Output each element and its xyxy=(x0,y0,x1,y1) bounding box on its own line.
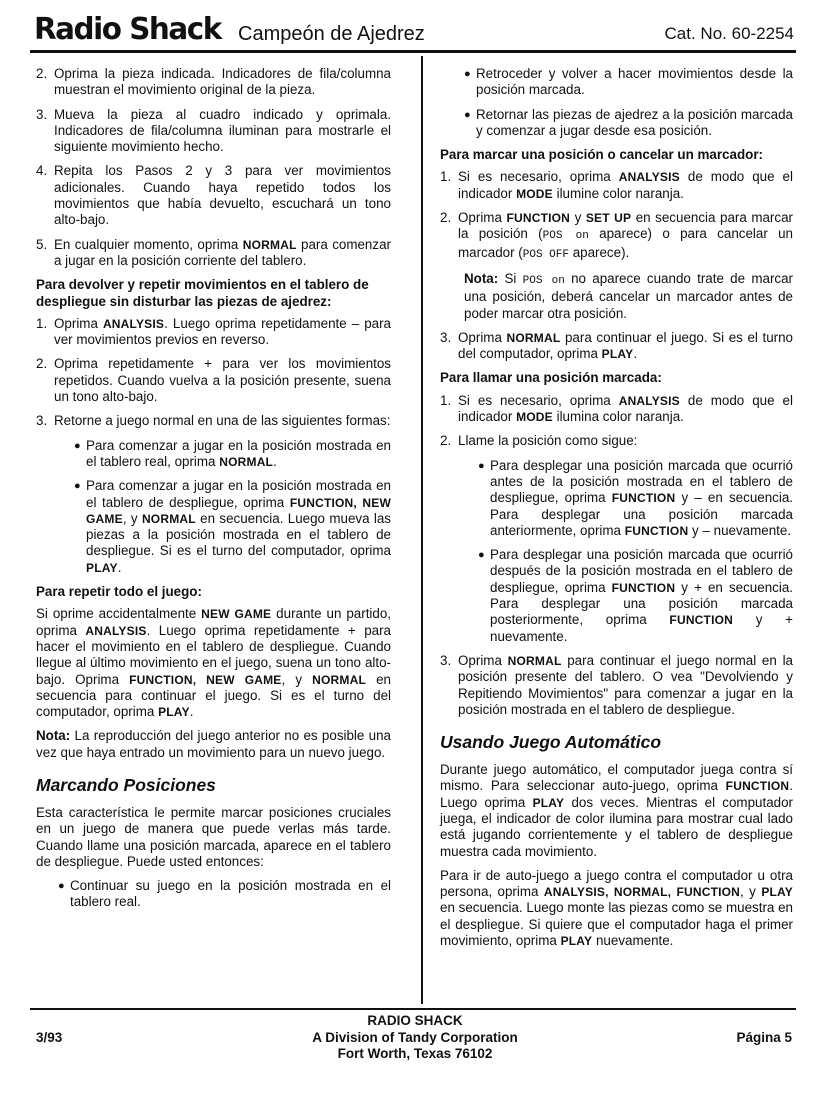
key-label: ANALYSIS xyxy=(85,623,147,638)
bullet-item: ● Continuar su juego en la posición mostrada en el tablero real. xyxy=(58,878,391,910)
left-column xyxy=(36,66,391,919)
lcd-text: POS on xyxy=(522,274,565,287)
footer-line: Fort Worth, Texas 76102 xyxy=(337,1046,493,1061)
key-label: FUNCTION, NEW GAME xyxy=(129,672,282,687)
paragraph: Durante juego automático, el computador juega contra sí mismo. Para seleccionar auto-juego, oprima FUNCTION. Luego oprima PLAY dos veces. Mientras el computador juega, el indicador de color ilumina para mostrar cual lado está jugando corrientemente y el tablero de despliegue muestra cada movimiento. xyxy=(440,762,794,859)
section-heading: Para repetir todo el juego: xyxy=(36,584,202,600)
bullet-item: ● Para comenzar a jugar en la posición mostrada en el tablero real, oprima NORMAL. xyxy=(74,437,391,469)
bullet-item: ● Para comenzar a jugar en la posición mostrada en el tablero de despliegue, oprima FUNCTION, NEW GAME, y NORMAL en secuencia. Luego mueva las piezas a la posición mostrada en el tablero de despliegue. Si es el turno del computador, oprima PLAY. xyxy=(74,478,392,575)
paragraph: Para ir de auto-juego a juego contra el computador u otra persona, oprima ANALYSIS, NORMAL, FUNCTION, y PLAY en secuencia. Luego monte las piezas como se muestra en el despliegue. Si quiere que el computador haga el primer movimiento, oprima PLAY nuevamente. xyxy=(440,867,794,949)
key-label: NORMAL xyxy=(141,511,196,526)
bullet-icon: ● xyxy=(74,439,81,452)
footer-rule xyxy=(30,1008,796,1010)
bullet-list xyxy=(440,458,793,645)
footer-line: RADIO SHACK xyxy=(367,1013,463,1028)
key-label: FUNCTION xyxy=(611,580,676,595)
key-label: FUNCTION xyxy=(506,211,571,226)
bullet-icon: ● xyxy=(74,480,81,493)
key-label: PLAY xyxy=(86,560,118,575)
key-label: ANALYSIS xyxy=(102,316,165,331)
lcd-text: POS on xyxy=(542,230,589,243)
list-item: 5. En cualquier momento, oprima NORMAL para comenzar a jugar en la posición corriente del tablero. xyxy=(36,236,391,268)
bullet-icon: ● xyxy=(464,108,471,121)
list-item: 3. Mueva la pieza al cuadro indicado y oprimala. Indicadores de fila/columna iluminan para mostrarle el siguiente movimiento hecho. xyxy=(36,106,391,155)
key-label: NORMAL xyxy=(312,672,366,687)
list-item: 3. Oprima NORMAL para continuar el juego normal en la posición presente del tablero. O vea "Devolviendo y Repitiendo Movimientos" para comenzar a jugar en la posición mostrada en el tablero de despliegue. xyxy=(440,652,793,717)
list-item: 1. Oprima ANALYSIS. Luego oprima repetidamente – para ver movimientos previos en reverso. xyxy=(36,315,391,348)
key-label: ANALYSIS, NORMAL, FUNCTION xyxy=(543,885,741,900)
key-label: ANALYSIS xyxy=(618,393,680,408)
key-label: SET UP xyxy=(585,211,632,226)
list-item: 4. Repita los Pasos 2 y 3 para ver movimientos adicionales. Cuando haya repetido todos los movimientos que había devuelto, escuchará un tono alto-bajo. xyxy=(36,163,391,228)
bullet-item: ● Para desplegar una posición marcada que ocurrió antes de la posición mostrada en el tablero de despliegue, oprima FUNCTION y – en secuencia. Para desplegar una posición marcada anteriormente, oprima FUNCTION y – nuevamente. xyxy=(478,457,793,538)
key-label: FUNCTION xyxy=(624,523,689,538)
list-item: 1. Si es necesario, oprima ANALYSIS de modo que el indicador MODE ilumine color naranja. xyxy=(440,169,793,201)
note: Nota: Si POS on no aparece cuando trate de marcar una posición, deberá cancelar un marcador antes de poder marcar otra posición. xyxy=(464,270,793,321)
key-label: ANALYSIS xyxy=(618,170,680,185)
bullet-item: ● Para desplegar una posición marcada que ocurrió después de la posición mostrada en el tablero de despliegue, oprima FUNCTION y + en secuencia. Para desplegar una posición marcada posteriormente, oprima FUNCTION y + nuevamente. xyxy=(478,547,793,644)
section-heading: Para devolver y repetir movimientos en el tablero de despliegue sin disturbar las piezas de ajedrez: xyxy=(36,277,369,309)
page-header xyxy=(34,14,794,48)
list-item: 2. Llame la posición como sigue: xyxy=(440,433,638,449)
footer-date: 3/93 xyxy=(36,1030,63,1045)
paragraph: Esta característica le permite marcar posiciones cruciales en un juego de manera que puede verlas más tarde. Cuando llame una posición marcada, aparece en el tablero de despliegue. Puede usted entonces: xyxy=(36,804,391,869)
key-label: FUNCTION, NEW GAME xyxy=(86,495,391,526)
bullet-icon: ● xyxy=(478,459,485,472)
bullet-list xyxy=(36,438,391,576)
key-label: FUNCTION xyxy=(611,491,676,506)
bullet-list xyxy=(440,66,793,139)
footer-company xyxy=(275,1013,555,1063)
bullet-item: ● Retroceder y volver a hacer movimientos desde la posición marcada. xyxy=(464,66,793,98)
right-column xyxy=(440,66,793,957)
bullet-icon: ● xyxy=(478,549,485,562)
key-label: FUNCTION xyxy=(669,613,734,628)
list-item: 2. Oprima la pieza indicada. Indicadores de fila/columna muestran el movimiento original de la pieza. xyxy=(36,66,391,98)
key-label: MODE xyxy=(516,410,553,425)
key-label: NORMAL xyxy=(242,237,297,252)
key-label: NEW GAME xyxy=(201,607,272,622)
key-label: PLAY xyxy=(761,885,794,900)
catalog-number: Cat. No. 60-2254 xyxy=(664,24,794,43)
bullet-list xyxy=(36,878,391,911)
column-divider xyxy=(421,56,423,1004)
lcd-text: POS OFF xyxy=(522,248,569,261)
key-label: PLAY xyxy=(560,934,593,949)
bullet-icon: ● xyxy=(58,880,65,893)
section-heading: Para llamar una posición marcada: xyxy=(440,370,662,386)
header-rule xyxy=(30,50,796,53)
bullet-icon: ● xyxy=(464,68,471,80)
section-heading: Para marcar una posición o cancelar un marcador: xyxy=(440,147,763,163)
list-item: 3. Oprima NORMAL para continuar el juego. Si es el turno del computador, oprima PLAY. xyxy=(440,329,793,362)
paragraph: Si oprime accidentalmente NEW GAME durante un partido, oprima ANALYSIS. Luego oprima repetidamente + para hacer el movimiento en el tablero de despliegue. Cuando llegue al último movimiento en el juego, suena un tono alto-bajo. Oprima FUNCTION, NEW GAME, y NORMAL en secuencia para continuar el juego. Si es el turno del computador, oprima PLAY. xyxy=(36,606,392,720)
key-label: PLAY xyxy=(601,347,634,362)
list-item: 3. Retorne a juego normal en una de las siguientes formas: xyxy=(36,413,391,429)
section-title: Marcando Posiciones xyxy=(36,774,216,795)
list-item: 2. Oprima repetidamente + para ver los movimientos repetidos. Cuando vuelva a la posición presente, suena un tono alto-bajo. xyxy=(36,356,391,405)
key-label: NORMAL xyxy=(219,454,274,469)
note: Nota: La reproducción del juego anterior no es posible una vez que haya entrado un movimiento para un nuevo juego. xyxy=(36,728,391,760)
bullet-item: ● Retornar las piezas de ajedrez a la posición marcada y comenzar a jugar desde esa posición. xyxy=(464,106,793,138)
document-title: Campeón de Ajedrez xyxy=(238,23,425,45)
key-label: PLAY xyxy=(532,795,565,810)
brand-logo: Radio Shack xyxy=(34,12,221,47)
list-item: 1. Si es necesario, oprima ANALYSIS de modo que el indicador MODE ilumina color naranja. xyxy=(440,392,793,425)
key-label: FUNCTION xyxy=(725,779,790,794)
key-label: NORMAL xyxy=(506,330,561,345)
list-item: 2. Oprima FUNCTION y SET UP en secuencia para marcar la posición (POS on aparece) o para cancelar un marcador (POS OFF aparece). xyxy=(440,210,794,261)
footer-line: A Division of Tandy Corporation xyxy=(312,1029,518,1045)
key-label: PLAY xyxy=(158,705,190,720)
key-label: NORMAL xyxy=(507,653,562,668)
page-number: Página 5 xyxy=(736,1030,792,1045)
key-label: MODE xyxy=(516,186,553,201)
section-title: Usando Juego Automático xyxy=(440,732,662,753)
